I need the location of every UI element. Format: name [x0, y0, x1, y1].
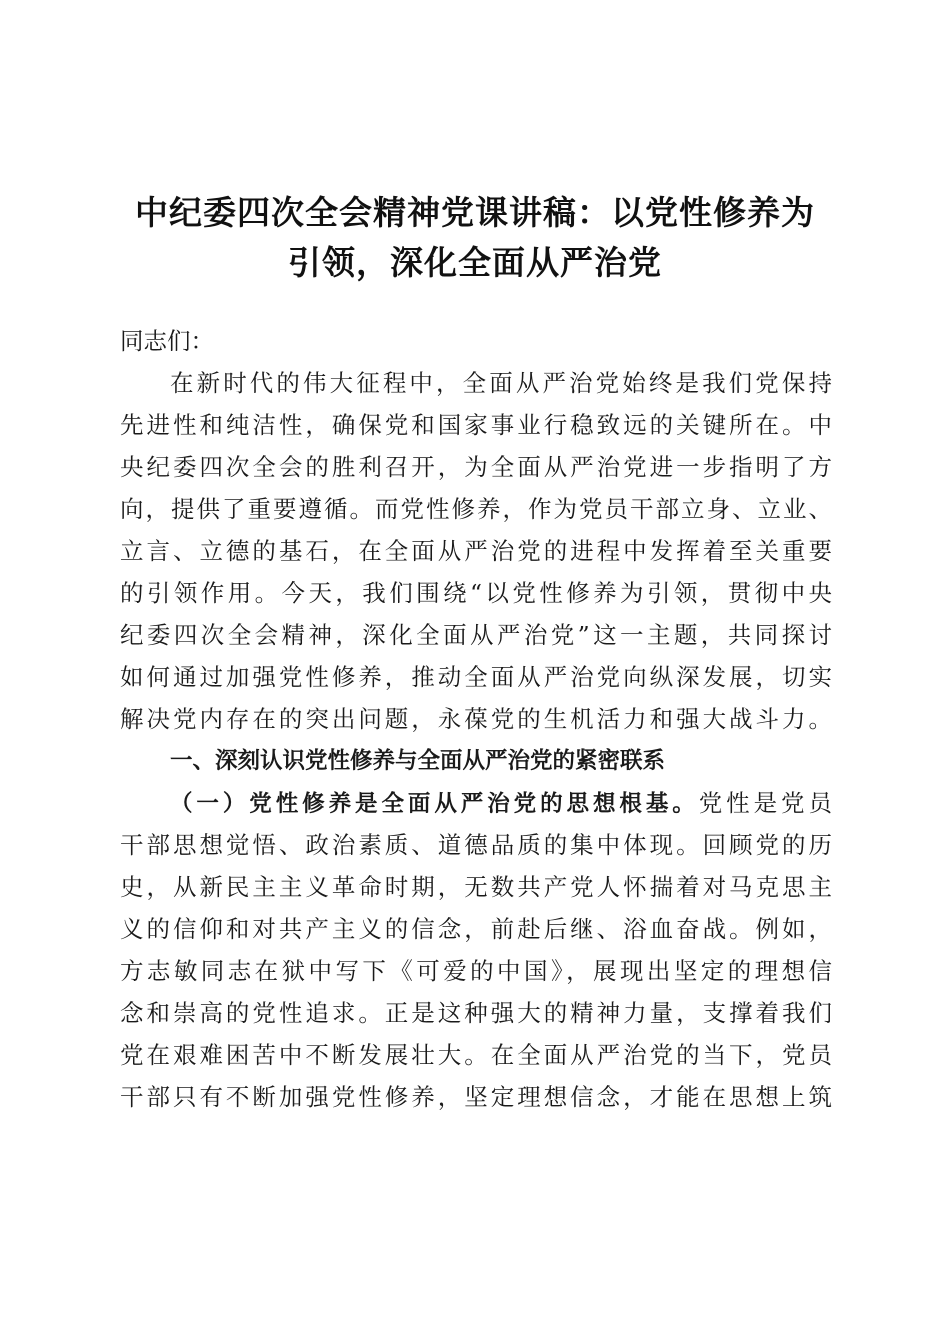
paragraph-line: 的引领作用。今天，我们围绕“以党性修养为引领，贯彻中央 — [120, 579, 832, 607]
paragraph-line: 解决党内存在的突出问题，永葆党的生机活力和强大战斗力。 — [120, 705, 832, 733]
paragraph-line: 史，从新民主主义革命时期，无数共产党人怀揣着对马克思主 — [120, 873, 832, 901]
paragraph-line: 向，提供了重要遵循。而党性修养，作为党员干部立身、立业、 — [120, 495, 832, 523]
paragraph-line: 央纪委四次全会的胜利召开，为全面从严治党进一步指明了方 — [120, 453, 832, 481]
document-body — [120, 320, 832, 1118]
paragraph-line: 立言、立德的基石，在全面从严治党的进程中发挥着至关重要 — [120, 537, 832, 565]
subsection-first-line-text: 党性是党员 — [698, 789, 832, 817]
paragraph-line: 先进性和纯洁性，确保党和国家事业行稳致远的关键所在。中 — [120, 411, 832, 439]
section-heading: 一、深刻认识党性修养与全面从严治党的紧密联系 — [170, 748, 666, 774]
title-line-1: 中纪委四次全会精神党课讲稿：以党性修养为 — [135, 193, 815, 232]
subsection-heading: （一）党性修养是全面从严治党的思想根基。 — [170, 791, 699, 817]
subsection-paragraph — [120, 782, 832, 1118]
title-line-2: 引领，深化全面从严治党 — [288, 243, 662, 282]
paragraph-line: 义的信仰和对共产主义的信念，前赴后继、浴血奋战。例如， — [120, 915, 832, 943]
document-title — [100, 188, 850, 288]
paragraph-line: 念和崇高的党性追求。正是这种强大的精神力量，支撑着我们 — [120, 999, 832, 1027]
paragraph-line: 党在艰难困苦中不断发展壮大。在全面从严治党的当下，党员 — [120, 1041, 832, 1069]
paragraph-line: 干部思想觉悟、政治素质、道德品质的集中体现。回顾党的历 — [120, 831, 832, 859]
paragraph-line: 在新时代的伟大征程中，全面从严治党始终是我们党保持 — [170, 369, 832, 397]
intro-paragraph — [120, 362, 832, 740]
paragraph-line: 纪委四次全会精神，深化全面从严治党”这一主题，共同探讨 — [120, 621, 832, 649]
paragraph-line: 干部只有不断加强党性修养，坚定理想信念，才能在思想上筑 — [120, 1083, 832, 1111]
salutation: 同志们： — [120, 327, 214, 355]
paragraph-line: 方志敏同志在狱中写下《可爱的中国》，展现出坚定的理想信 — [120, 957, 832, 985]
paragraph-line: 如何通过加强党性修养，推动全面从严治党向纵深发展，切实 — [120, 663, 832, 691]
paragraph-line — [120, 782, 832, 824]
